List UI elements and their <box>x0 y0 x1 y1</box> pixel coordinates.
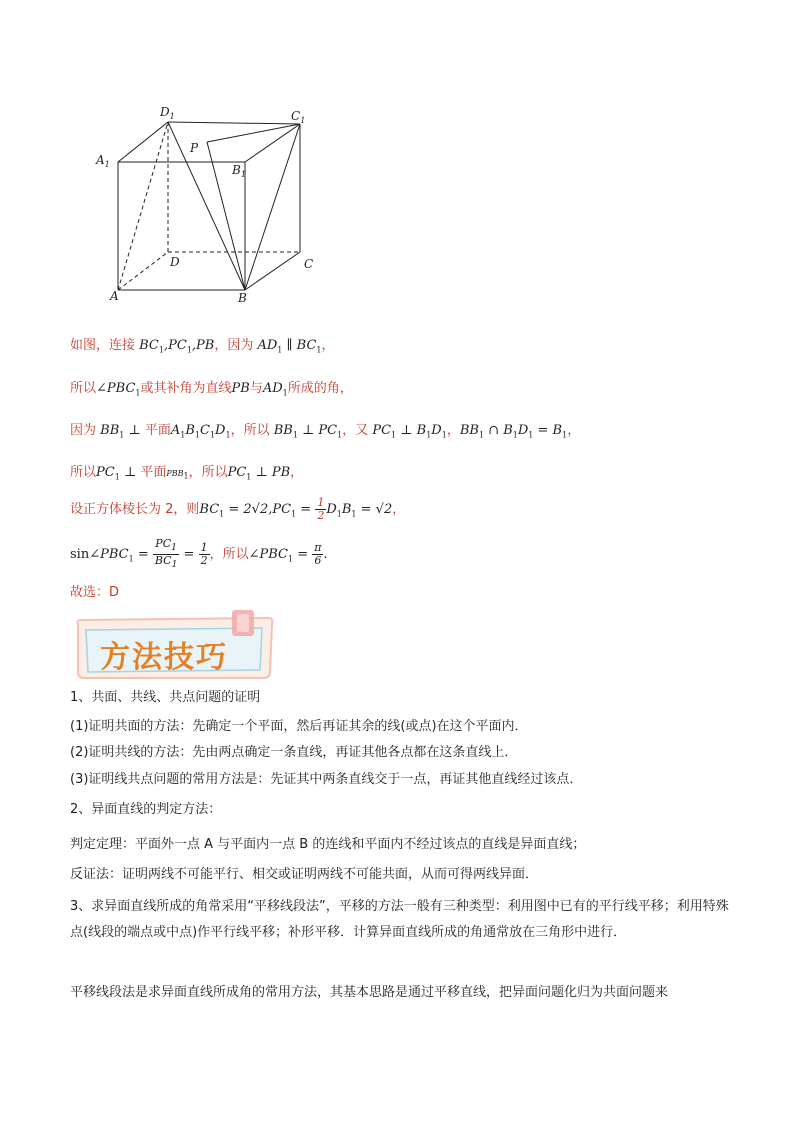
solution-line-4: 所以$PC_1$ ⊥ 平面$PBB_1$，所以$PC_1$ ⊥ PB， <box>70 465 304 482</box>
svg-text:C1: $C_1$ <box>291 109 306 125</box>
svg-text:D1: $D_1$ <box>160 105 175 121</box>
svg-text:P: P <box>190 141 199 155</box>
svg-text:B: B <box>238 291 247 305</box>
method-heading-2: 2、异面直线的判定方法： <box>70 802 222 817</box>
method-paragraph-4: 判定定理：平面外一点 A 与平面内一点 B 的连线和平面内不经过该点的直线是异面直线； <box>70 837 586 852</box>
banner-title: 方法技巧 <box>100 640 228 675</box>
method-paragraph-6: 3、求异面直线所成的角常采用“平移线段法”，平移的方法一般有三种类型：利用图中已有的平行线平移；利用特殊点(线段的端点或中点)作平行线平移；补形平移．计算异面直线所成的角通常放在三角形中进行． <box>70 899 729 940</box>
solution-line-1: 如图，连接 $BC_1,PC_1,PB$，因为 $AD_1$ ∥ $BC_1$， <box>70 338 335 355</box>
svg-text:A1: $A_1$ <box>96 153 110 169</box>
method-paragraph-3: (3)证明线共点问题的常用方法是：先证其中两条直线交于一点，再证其他直线经过该点． <box>70 772 583 787</box>
cube-figure <box>90 100 330 310</box>
method-paragraph-2: (2)证明共线的方法：先由两点确定一条直线，再证其他各点都在这条直线上． <box>70 745 518 760</box>
svg-text:D: D <box>170 255 180 269</box>
method-heading-1: 1、共面、共线、共点问题的证明 <box>70 690 261 705</box>
solution-line-2: 所以$\angle PBC_1$或其补角为直线PB与$AD_1$所成的角， <box>70 381 353 398</box>
method-paragraph-1: (1)证明共面的方法：先确定一个平面，然后再证其余的线(或点)在这个平面内． <box>70 719 528 734</box>
method-banner <box>72 610 280 682</box>
solution-line-5: 设正方体棱长为 2，则$BC_1 = 2√2,PC_1$ = $\frac{1}{2}$ $D_1B_1 = √2$， <box>70 496 406 522</box>
svg-text:B1: $B_1$ <box>232 163 246 179</box>
svg-text:C: C <box>304 257 314 271</box>
answer-line: 故选：D <box>70 585 120 600</box>
svg-text:A: A <box>110 289 119 303</box>
cube-diagram <box>90 100 330 310</box>
solution-line-6: $\sin\angle PBC_1$ = $\frac{PC_1}{BC_1}$ = $\frac{1}{2}$ ，所以$\angle PBC_1$ = $\frac{\pi}{6}$ . <box>70 537 328 571</box>
method-paragraph-5: 反证法：证明两线不可能平行、相交或证明两线不可能共面，从而可得两线异面． <box>70 867 539 882</box>
solution-line-3: 因为 $BB_1$ ⊥ 平面$A_1B_1C_1D_1$，所以 $BB_1$ ⊥ $PC_1$，又 $PC_1$ ⊥ $B_1D_1$，$BB_1$ ∩ $B_1D_1 = B_1$， <box>70 423 581 440</box>
method-paragraph-7: 平移线段法是求异面直线所成角的常用方法，其基本思路是通过平移直线，把异面问题化归为共面问题来 <box>70 985 669 1000</box>
